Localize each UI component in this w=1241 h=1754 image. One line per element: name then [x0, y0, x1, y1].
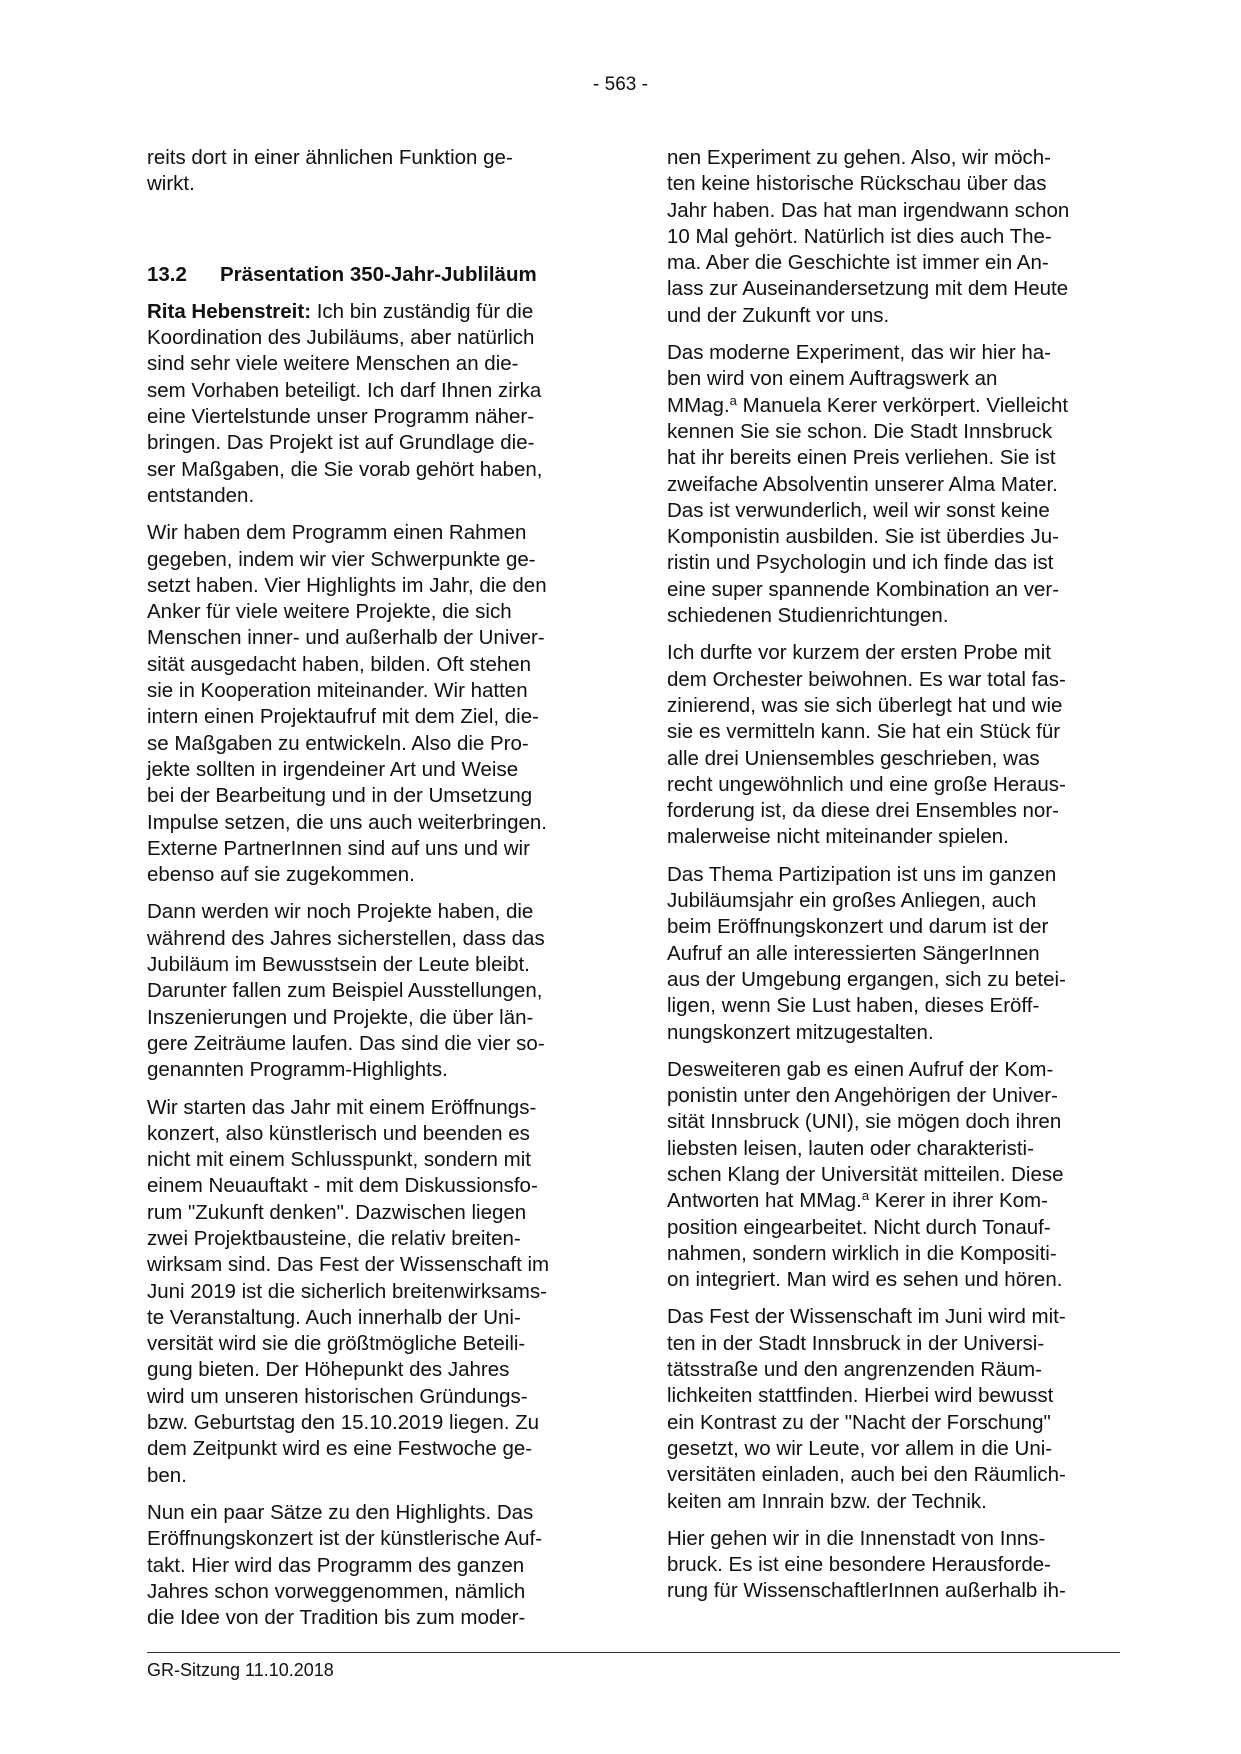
paragraph: Wir starten das Jahr mit einem Eröffnungs- konzert, also künstlerisch und beenden es nicht mit einem Schlusspunkt, sondern mit einem Neuauftakt - mit dem Diskussionsfo- rum "Zukunft denken". Dazwischen liegen zwei Projektbausteine, die relativ breiten- wirksam sind. Das Fest der Wissenschaft im Juni 2019 ist die sicherlich breitenwirksams- te Veranstaltung. Auch innerhalb der Uni- versität wird sie die größtmögliche Beteili- gung bieten. Der Höhepunkt des Jahres wird um unseren historischen Gründungs- bzw. Geburtstag den 15.10.2019 liegen. Zu dem Zeitpunkt wird es eine Festwoche ge- ben.	[147, 1095, 550, 1487]
right-column	[667, 145, 1119, 1616]
footer-text: GR-Sitzung 11.10.2018	[147, 1660, 334, 1680]
paragraph: Ich durfte vor kurzem der ersten Probe mit dem Orchester beiwohnen. Es war total fas- zinierend, was sie sich überlegt hat und wie sie es vermitteln kann. Sie hat ein Stück für alle drei Uniensembles geschrieben, was recht ungewöhnlich und eine große Heraus- forderung ist, da diese drei Ensembles nor- malerweise nicht miteinander spielen.	[667, 641, 1066, 849]
page-number: - 563 -	[593, 74, 648, 95]
speaker-name: Rita Hebenstreit:	[147, 299, 312, 323]
paragraph	[667, 1057, 1119, 1294]
paragraph: Das Thema Partizipation ist uns im ganzen Jubiläumsjahr ein großes Anliegen, auch beim Eröffnungskonzert und darum ist der Aufruf an alle interessierten SängerInnen aus der Umgebung ergangen, sich zu betei- ligen, wenn Sie Lust haben, dieses Eröff- nungskonzert mitzugestalten.	[667, 862, 1066, 1044]
section-heading	[147, 262, 599, 288]
paragraph-text: Kerer in ihrer Kom- position eingearbeitet. Nicht durch Tonauf- nahmen, sondern wirklich in die Kompositi- on integriert. Man wird es sehen und hören.	[667, 1189, 1063, 1292]
paragraph	[667, 340, 1119, 629]
paragraph: Dann werden wir noch Projekte haben, die während des Jahres sicherstellen, dass das Jubiläum im Bewusstsein der Leute bleibt. Darunter fallen zum Beispiel Ausstellungen, Inszenierungen und Projekte, die über län- gere Zeiträume laufen. Das sind die vier so- genannten Programm-Highlights.	[147, 900, 545, 1082]
section-number: 13.2	[147, 262, 187, 286]
superscript: a	[729, 392, 737, 408]
paragraph-text: Manuela Kerer verkörpert. Vielleicht kennen Sie sie schon. Die Stadt Innsbruck hat ihr bereits einen Preis verliehen. Sie ist zweifache Absolventin unserer Alma Mater. Das ist verwunderlich, weil wir sonst keine Komponistin ausbilden. Sie ist überdies Ju- ristin und Psychologin und ich finde das ist eine super spannende Kombination an ver- schiedenen Studienrichtungen.	[667, 393, 1069, 628]
paragraph: reits dort in einer ähnlichen Funktion ge- wirkt.	[147, 146, 513, 196]
superscript: a	[861, 1188, 870, 1204]
footer-divider	[147, 1652, 1120, 1653]
paragraph: nen Experiment zu gehen. Also, wir möch- ten keine historische Rückschau über das Jahr haben. Das hat man irgendwann schon 10 Mal gehört. Natürlich ist dies auch The- ma. Aber die Geschichte ist immer ein An- lass zur Auseinandersetzung mit dem Heute und der Zukunft vor uns.	[667, 146, 1070, 327]
paragraph-text: Ich bin zuständig für die Koordination des Jubiläums, aber natürlich sind sehr viele weitere Menschen an die- sem Vorhaben beteiligt. Ich darf Ihnen zirka eine Viertelstunde unser Programm näher- bringen. Das Projekt ist auf Grundlage die- ser Maßgaben, die Sie vorab gehört haben, entstanden.	[147, 299, 543, 507]
paragraph-text: Desweiteren gab es einen Aufruf der Kom- ponistin unter den Angehörigen der Univer- sität Innsbruck (UNI), sie mögen doch ihren liebsten leisen, lauten oder charakteristi- schen Klang der Universität mitteilen. Diese Antworten hat MMag.	[667, 1057, 1064, 1213]
paragraph: Das Fest der Wissenschaft im Juni wird mit- ten in der Stadt Innsbruck in der Universi- tätsstraße und den angrenzenden Räum- lichkeiten stattfinden. Hierbei wird bewusst ein Kontrast zu der "Nacht der Forschung" gesetzt, wo wir Leute, vor allem in die Uni- versitäten einladen, auch bei den Räumlich- keiten am Innrain bzw. der Technik.	[667, 1305, 1066, 1513]
section-title: Präsentation 350-Jahr-Jubliläum	[220, 262, 537, 286]
paragraph: Nun ein paar Sätze zu den Highlights. Das Eröffnungskonzert ist der künstlerische Auf- takt. Hier wird das Programm des ganzen Jahres schon vorweggenommen, nämlich die Idee von der Tradition bis zum moder-	[147, 1500, 543, 1630]
paragraph-text: Das moderne Experiment, das wir hier ha- ben wird von einem Auftragswerk an MMag.	[667, 341, 1051, 417]
paragraph: Wir haben dem Programm einen Rahmen gegeben, indem wir vier Schwerpunkte ge- setzt haben. Vier Highlights im Jahr, die den Anker für viele weitere Projekte, die sich Menschen inner- und außerhalb der Univer- sität ausgedacht haben, bilden. Oft stehen sie in Kooperation miteinander. Wir hatten intern einen Projektaufruf mit dem Ziel, die- se Maßgaben zu entwickeln. Also die Pro- jekte sollten in irgendeiner Art und Weise bei der Bearbeitung und in der Umsetzung Impulse setzen, die uns auch weiterbringen. Externe PartnerInnen sind auf uns und wir ebenso auf sie zugekommen.	[147, 521, 547, 887]
left-column	[147, 145, 599, 1642]
paragraph	[147, 299, 599, 509]
paragraph: Hier gehen wir in die Innenstadt von Inns- bruck. Es ist eine besondere Herausforde- rung für WissenschaftlerInnen außerhalb ih-	[667, 1526, 1066, 1603]
